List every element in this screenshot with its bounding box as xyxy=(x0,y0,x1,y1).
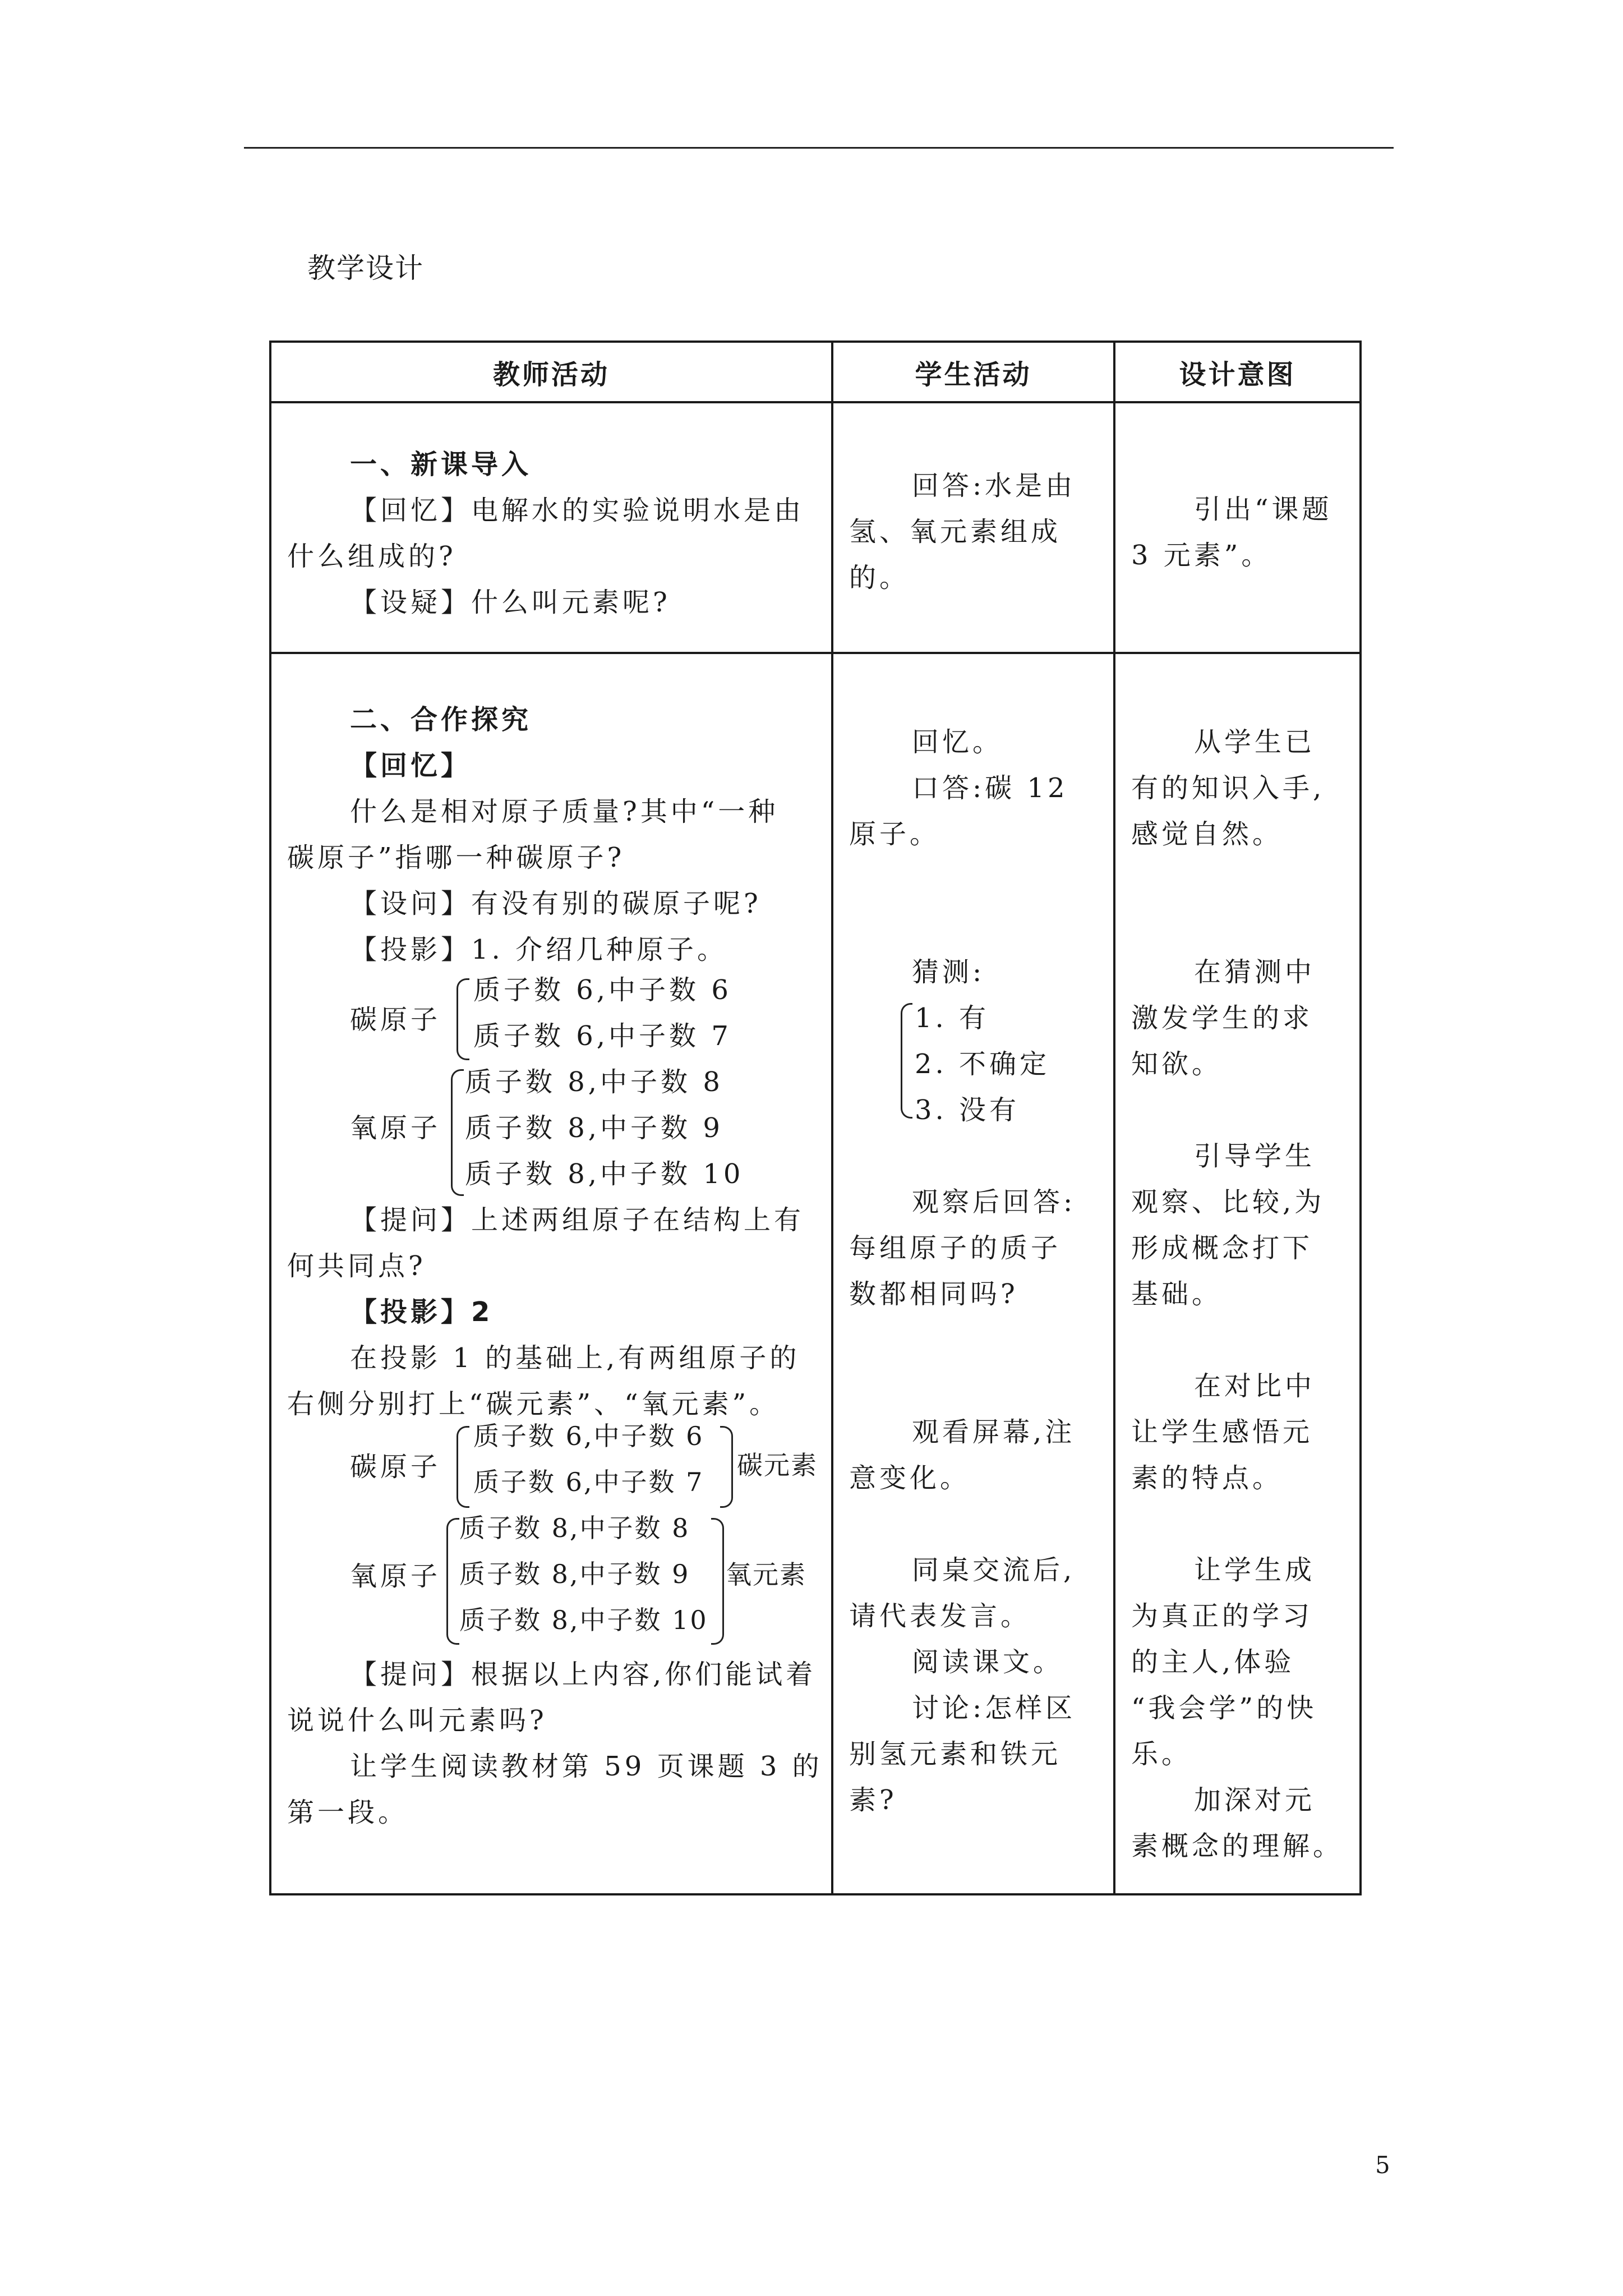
intro-heading: 一、新课导入 xyxy=(350,449,532,480)
intent-3-line-3: 形成概念打下 xyxy=(1131,1232,1313,1264)
teacher-cell-intro xyxy=(270,402,832,653)
oxygen-element-bracket-icon xyxy=(711,1518,724,1645)
student-observe-line-1: 观察后回答: xyxy=(912,1186,1076,1218)
student-cell-explore xyxy=(832,653,1114,1894)
guess-brace-icon xyxy=(901,1003,912,1119)
carbon-item2-1: 质子数 6,中子数 6 xyxy=(473,1421,704,1451)
oxygen-item-3: 质子数 8,中子数 10 xyxy=(465,1158,744,1190)
student-discuss-line-1: 同桌交流后, xyxy=(912,1554,1076,1586)
explore-q3-line-2: 说说什么叫元素吗? xyxy=(287,1705,547,1736)
intent-1-line-2: 有的知识入手, xyxy=(1131,772,1325,804)
explore-q1-line-2: 碳原子”指哪一种碳原子? xyxy=(287,842,625,873)
explore-heading: 二、合作探究 xyxy=(350,704,532,735)
intent-6-line-2: 素概念的理解。 xyxy=(1131,1830,1344,1862)
carbon-item-1: 质子数 6,中子数 6 xyxy=(473,974,732,1006)
oxygen-item-2: 质子数 8,中子数 9 xyxy=(465,1112,723,1144)
intent-6-line-1: 加深对元 xyxy=(1194,1784,1316,1816)
explore-q2-line-1: 【提问】上述两组原子在结构上有 xyxy=(350,1204,805,1236)
intent-3-line-1: 引导学生 xyxy=(1194,1140,1316,1172)
carbon-element-bracket-icon xyxy=(720,1426,733,1508)
intent-2-line-3: 知欲。 xyxy=(1131,1048,1223,1080)
oxygen-item-1: 质子数 8,中子数 8 xyxy=(465,1066,723,1098)
intent-5-line-3: 的主人,体验 xyxy=(1131,1646,1295,1678)
student-answer-line-2: 原子。 xyxy=(849,818,940,850)
intent-5-line-1: 让学生成 xyxy=(1194,1554,1316,1586)
section-title: 教学设计 xyxy=(307,252,424,284)
intro-question: 【设疑】什么叫元素呢? xyxy=(350,587,671,618)
carbon-element-label: 碳元素 xyxy=(737,1450,818,1480)
page-number: 5 xyxy=(1375,2151,1390,2179)
student-discuss-line-2: 请代表发言。 xyxy=(849,1600,1031,1632)
intent-3-line-4: 基础。 xyxy=(1131,1278,1223,1310)
oxygen-element-label: 氧元素 xyxy=(726,1559,806,1590)
student-observe-line-2: 每组原子的质子 xyxy=(849,1232,1062,1264)
intent-2-line-2: 激发学生的求 xyxy=(1131,1002,1313,1034)
carbon-item2-2: 质子数 6,中子数 7 xyxy=(473,1467,704,1497)
student-talk-line-1: 讨论:怎样区 xyxy=(912,1692,1076,1724)
oxygen-item2-1: 质子数 8,中子数 8 xyxy=(459,1513,690,1543)
intent-intro-line-1: 引出“课题 xyxy=(1194,494,1332,525)
student-observe-line-3: 数都相同吗? xyxy=(849,1278,1018,1310)
intent-4-line-3: 素的特点。 xyxy=(1131,1462,1283,1494)
table-row-intro xyxy=(270,402,1361,653)
explore-proj2-line-2: 右侧分别打上“碳元素”、“氧元素”。 xyxy=(287,1388,780,1420)
explore-read-line-2: 第一段。 xyxy=(287,1797,409,1828)
explore-ask: 【设问】有没有别的碳原子呢? xyxy=(350,888,762,919)
carbon-brace-icon xyxy=(457,978,469,1060)
intent-3-line-2: 观察、比较,为 xyxy=(1131,1186,1325,1218)
intent-5-line-2: 为真正的学习 xyxy=(1131,1600,1313,1632)
student-talk-line-2: 别氢元素和铁元 xyxy=(849,1738,1062,1770)
student-watch-line-2: 意变化。 xyxy=(849,1462,971,1494)
explore-q2-line-2: 何共同点? xyxy=(287,1250,426,1282)
intent-4-line-2: 让学生感悟元 xyxy=(1131,1416,1313,1448)
guess-option-1: 1. 有 xyxy=(915,1002,990,1034)
explore-recall-label: 【回忆】 xyxy=(350,750,472,781)
oxygen-atom-label: 氧原子 xyxy=(350,1112,441,1144)
intro-recall: 【回忆】电解水的实验说明水是由 xyxy=(350,495,805,526)
table-header-row xyxy=(270,342,1361,402)
student-talk-line-3: 素? xyxy=(849,1784,897,1816)
intent-cell-explore xyxy=(1114,653,1361,1894)
explore-proj2-line-1: 在投影 1 的基础上,有两组原子的 xyxy=(350,1342,800,1374)
oxygen-item2-3: 质子数 8,中子数 10 xyxy=(459,1605,708,1635)
header-student-activity: 学生活动 xyxy=(832,342,1114,402)
explore-q1-line-1: 什么是相对原子质量?其中“一种 xyxy=(350,796,779,827)
intro-recall-cont: 什么组成的? xyxy=(287,541,457,572)
explore-projection-2: 【投影】2 xyxy=(350,1296,494,1328)
header-design-intent: 设计意图 xyxy=(1114,342,1361,402)
header-teacher-activity: 教师活动 xyxy=(270,342,832,402)
intent-intro-line-2: 3 元素”。 xyxy=(1131,540,1272,571)
explore-projection-1: 【投影】1. 介绍几种原子。 xyxy=(350,934,728,965)
guess-option-2: 2. 不确定 xyxy=(915,1048,1050,1080)
carbon-brace-icon-2 xyxy=(457,1426,469,1508)
student-guess: 猜测: xyxy=(912,956,985,988)
header-rule xyxy=(244,147,1394,149)
guess-option-3: 3. 没有 xyxy=(915,1094,1020,1126)
oxygen-atom-label-2: 氧原子 xyxy=(350,1561,441,1592)
teacher-cell-explore xyxy=(270,653,832,1894)
explore-read-line-1: 让学生阅读教材第 59 页课题 3 的 xyxy=(350,1751,823,1782)
student-watch-line-1: 观看屏幕,注 xyxy=(912,1416,1076,1448)
intent-5-line-5: 乐。 xyxy=(1131,1738,1192,1770)
student-intro-line-3: 的。 xyxy=(849,562,910,593)
student-recall: 回忆。 xyxy=(912,726,1003,758)
lesson-design-table xyxy=(269,341,1362,1895)
table-row-explore xyxy=(270,653,1361,1894)
student-intro-line-1: 回答:水是由 xyxy=(912,470,1076,501)
intent-2-line-1: 在猜测中 xyxy=(1194,956,1316,988)
student-answer-line-1: 口答:碳 12 xyxy=(912,772,1068,804)
student-intro-line-2: 氢、氧元素组成 xyxy=(849,516,1062,547)
intent-1-line-1: 从学生已 xyxy=(1194,726,1316,758)
intent-1-line-3: 感觉自然。 xyxy=(1131,818,1283,850)
oxygen-brace-icon xyxy=(451,1069,464,1196)
carbon-atom-label: 碳原子 xyxy=(350,1004,441,1036)
carbon-atom-label-2: 碳原子 xyxy=(350,1451,441,1483)
oxygen-item2-2: 质子数 8,中子数 9 xyxy=(459,1559,690,1589)
intent-5-line-4: “我会学”的快 xyxy=(1131,1692,1317,1724)
intent-cell-intro xyxy=(1114,402,1361,653)
oxygen-brace-icon-2 xyxy=(446,1518,459,1645)
carbon-item-2: 质子数 6,中子数 7 xyxy=(473,1020,732,1052)
student-read: 阅读课文。 xyxy=(912,1646,1064,1678)
intent-4-line-1: 在对比中 xyxy=(1194,1370,1316,1402)
explore-q3-line-1: 【提问】根据以上内容,你们能试着 xyxy=(350,1659,817,1690)
student-cell-intro xyxy=(832,402,1114,653)
